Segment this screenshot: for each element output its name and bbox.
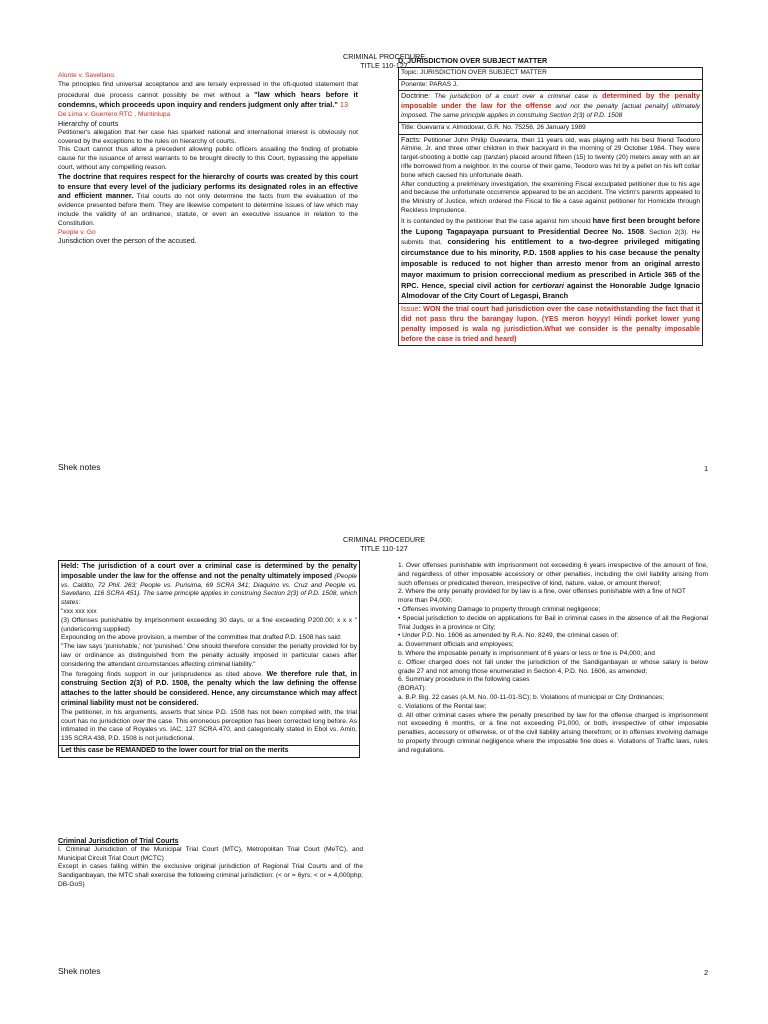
list-item: 1. Over offenses punishable with imprisonment not exceeding 6 years irrespective of the amount of fine, and regardless of other imposable accessory or other penalties, including the civil liability arising from such offenses or predicated thereon, irrespective of kind, nature, value, or amount thereof;	[398, 562, 708, 587]
facts-cell: Facts: Petitioner John Philip Guevarra, then 11 years old, was playing with his best friend Teodoro Almine, Jr. and three other children in their backyard in the morning of 29 October 1984. They were target-shooting a bottle cap (tanzan) placed around fifteen (15) to twenty (20) meters away with an air rifle borrowed from a neighbor. In the course of their game, Teodoro was hit by a pellet on his left collar bone which caused his unfortunate death. After conducting a preliminary investigation, the examining Fiscal exculpated petitioner due to his age and because the unfortunate occurrence appeared to be an accident. The victim's parents appealed to the Ministry of Justice, which ordered the Fiscal to file a case against petitioner for Homicide through Reckless Imprudence. It is contended by the petitioner that the case against him should have first been brought before the Lupong Tagapayapa pursuant to Presidential Decree No. 1508. Section 2(3). He submits that, considering his entitlement to a two-degree privileged mitigating circumstance due to his minority, P.D. 1508 applies to his case because the penalty imposable is reduced to not higher than arresto menor from an original arresto mayor maximum to prision correccional medium as prescribed in Article 365 of the RPC. Hence, special civil action for certiorari against the Honorable Judge Ignacio Almodovar of the City Court of Legaspi, Branch	[399, 134, 703, 304]
footer-left: Shek notes	[58, 966, 101, 976]
topic-cell: Topic: JURISDICTION OVER SUBJECT MATTER	[399, 67, 703, 79]
paragraph: Except in cases falling within the exclusive original jurisdiction of Regional Trial Courts and of the Sandiganbayan, the MTC shall exercise the following criminal jurisdiction: (< or = 6yrs; < or = 4,000php; DB-GoS)	[58, 863, 363, 888]
paragraph: Jurisdiction over the person of the accused.	[58, 236, 197, 246]
left-column	[58, 560, 360, 758]
list-item: • Special jurisdiction to decide on applications for Bail in criminal cases in the absence of all the Regional Trial Judges in a province or City;	[398, 614, 708, 631]
ponente-cell: Ponente: PARAS J.	[399, 79, 703, 91]
case-title: Alonte v. Savellano.	[58, 72, 116, 79]
paragraph: The principles find universal acceptance and are tersely expressed in the oft-quoted statement that procedural due process cannot possibly be met without a "law which hears before it condemns, which proceeds upon inquiry and renders judgment only after trial." 13	[58, 80, 358, 110]
case-title: De Lima v. Guerrero RTC , Muntinlupa	[58, 111, 171, 119]
header-subtitle: TITLE 110-127	[360, 544, 408, 553]
case-title: People v. Go	[58, 228, 96, 236]
list-item: a. Government officials and employees;	[398, 641, 514, 649]
header-title: CRIMINAL PROCEDURE	[343, 535, 425, 544]
held-table	[58, 560, 360, 758]
list-item: c. Violations of the Rental law;	[398, 702, 487, 710]
held-cell: Held: The jurisdiction of a court over a criminal case is determined by the penalty imposable under the law for the offense and not the penalty ultimately imposed (People vs. Caldito, 72 Phil. 263; People vs. Purisima, 69 SCRA 341; Diaquino vs. Cruz and People vs. Savellano, 116 SCRA 451). The same principle applies in construing Section 2(3) of P.D. 1508, which states: "xxx xxx xxx (3) Offenses punishable by imprisonment exceeding 30 days, or a fine exceeding P200.00; x x x " (underscoring supplied) Expounding on the above provision, a member of the committee that drafted P.D. 1508 has said: "The law says 'punishable,' not 'punished.' One should therefore consider the penalty provided for by law or ordinance as distinguished from the penalty actually imposed in particular cases after considering the attendant circumstances affecting criminal liability." The foregoing finds support in our jurisprudence as cited above. We therefore rule that, in construing Section 2(3) of P.D. 1508, the penalty which the law defining the offense attaches to the latter should be considered. Hence, any circumstance which may affect criminal liability must not be considered. The petitioner, in his arguments, asserts that since P.D. 1508 has not been complied with, the trial court has no jurisdiction over the case. This erroneous perception has been corrected long before. As intimated in the case of Royales vs. IAC, 127 SCRA 470, and categorically stated in Ebol vs. Amin, 135 SCRA 438, P.D. 1508 is not jurisdictional.	[59, 561, 360, 746]
list-item: more than P4,000;	[398, 597, 453, 605]
page-header	[0, 535, 768, 553]
page-number: 2	[704, 968, 709, 977]
page-2	[0, 512, 768, 1024]
right-column	[398, 57, 703, 346]
section-title: Criminal Jurisdiction of Trial Courts	[58, 837, 179, 845]
right-column	[398, 562, 708, 756]
issue-cell: Issue: WON the trial court had jurisdiction over the case notwithstanding the fact that it did not pass thru the barangay lupon. (YES meron hoyyy! Hindi porket lower yung penalty imposed is wala ng jurisdiction.What we consider is the penalty imposable before the case is tried and heard)	[399, 304, 703, 346]
page-number: 1	[704, 464, 709, 473]
list-item: a. B.P. Big. 22 cases (A.M. No. 00-11-01-SC); b. Violations of municipal or City Ordinances;	[398, 693, 665, 701]
footer-left: Shek notes	[58, 462, 101, 472]
list-item: b. Where the imposable penalty is imprisonment of 6 years or less or fine is P4,000; and	[398, 649, 655, 657]
list-item: c. Officer charged does not fall under the jurisdiction of the Sandiganbayan or whose salary is below grade 27 and not among those enumerated in Section 4, P.D. No. 1606, as amended;	[398, 658, 708, 675]
criminal-jurisdiction-section	[58, 837, 363, 890]
heading: Hierarchy of courts	[58, 118, 119, 128]
paragraph: I. Criminal Jurisdiction of the Municipal Trial Court (MTC), Metropolitan Trial Court (MeTC), and Municipal Circuit Trial Court (MCTC)	[58, 845, 363, 862]
list-item: (BORAT):	[398, 685, 427, 693]
list-item: • Offenses involving Damage to property through criminal negligence;	[398, 605, 601, 613]
left-column	[58, 72, 358, 246]
doctrine-cell: Doctrine: The jurisdiction of a court over a criminal case is determined by the penalty imposable under the law for the offense and not the penalty [actual penalty] ultimately imposed. The same principle applies in construing Section 2(3) of P.D. 1508	[399, 91, 703, 122]
case-digest-table	[398, 67, 703, 347]
header-subtitle: TITLE 110-127	[360, 61, 408, 70]
list-item: 6. Summary procedure in the following cases	[398, 676, 530, 684]
list-item: d. All other criminal cases where the penalty prescribed by law for the offense charged is imprisonment not exceeding 6 months, or a fine not exceeding P1,000, or both, irrespective of other imposable penalties, accessory or otherwise, or of the civil liability arising therefrom; or in offenses involving damage to property through criminal negligence where the imposable fine does e. Violations of Traffic laws, rules and regulations.	[398, 711, 708, 754]
title-cell: Title: Guevarra v. Almodovar, G.R. No. 75256, 26 January 1989	[399, 122, 703, 134]
list-item: 2. Where the only penalty provided for by law is a fine, over offenses punishable with a fine of NOT	[398, 588, 686, 596]
section-title: D. JURISDICTION OVER SUBJECT MATTER	[398, 56, 548, 65]
paragraph: This Court cannot thus allow a precedent allowing public officers assailing the finding of probable cause for the issuance of arrest warrants to be brought directly to this Court, bypassing the appellate court, without any compelling reason.	[58, 146, 358, 171]
paragraph: The doctrine that requires respect for the hierarchy of courts was created by this court to ensure that every level of the judiciary performs its designated roles in an effective and efficient manner. Trial courts do not only determine the facts from the evaluation of the evidence presented before them. They are likewise competent to determine issues of law which may include the validity of an ordinance, statute, or even an executive issuance in relation to the Constitution.	[58, 171, 358, 227]
header-title: CRIMINAL PROCEDURE	[343, 52, 425, 61]
remand-cell: Let this case be REMANDED to the lower court for trial on the merits	[59, 745, 360, 757]
paragraph: Petitioner's allegation that her case has sparked national and international interest is obviously not covered by the exceptions to the rules on hierarchy of courts.	[58, 128, 358, 145]
list-item: • Under P.D. No. 1606 as amended by R.A. No. 8249, the criminal cases of:	[398, 632, 619, 640]
